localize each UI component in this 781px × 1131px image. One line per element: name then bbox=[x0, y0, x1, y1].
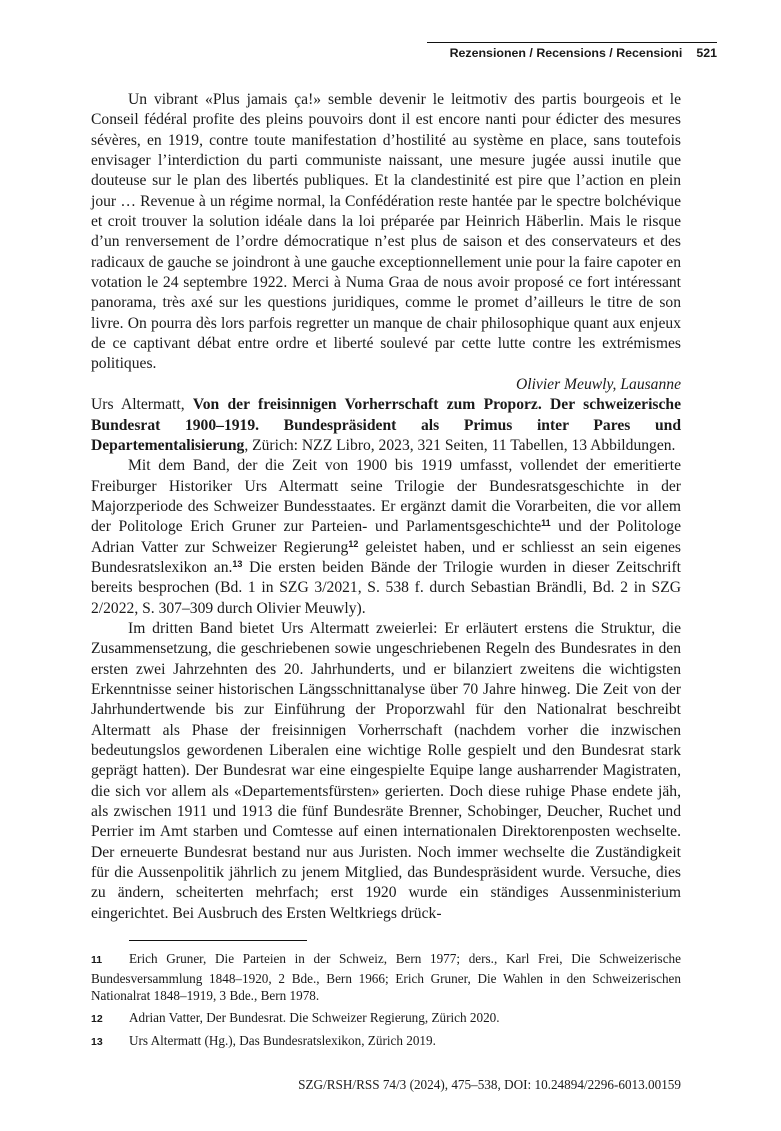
footnote-divider bbox=[129, 940, 307, 941]
footnote-number: 12 bbox=[91, 1012, 103, 1025]
review2-p1-part-b: und der Politologe Adrian Vatter zur Schweizer Regierung bbox=[91, 518, 681, 556]
footnote-number: 13 bbox=[91, 1036, 103, 1049]
footnote-12 bbox=[91, 1009, 681, 1029]
review2-p1-part-a: Mit dem Band, der die Zeit von 1900 bis 1919 umfasst, vollendet der emeritierte Freiburger Historiker Urs Altermatt seine Trilogie der Bundesratsgeschichte in der Majorzperiode des Schweizer Bundesstaates. Er ergänzt damit die Vorarbeiten, die vor allem der Politologe Erich Gruner zur Parteien- und Parlamentsgeschichte bbox=[91, 457, 681, 536]
footnote-text: Urs Altermatt (Hg.), Das Bundesratslexikon, Zürich 2019. bbox=[129, 1033, 436, 1049]
review2-p1-part-d: Die ersten beiden Bände der Trilogie wurden in dieser Zeitschrift bereits besprochen (Bd. 1 in SZG 3/2021, S. 538 f. durch Sebastian Brändli, Bd. 2 in SZG 2/2022, S. 307–309 durch Olivier Meuwly). bbox=[91, 558, 681, 617]
footnote-text: Erich Gruner, Die Parteien in der Schweiz, Bern 1977; ders., Karl Frei, Die Schweizerische Bundesversammlung 1848–1920, 2 Bde., Bern 1966; Erich Gruner, Die Wahlen in den Schweizerischen Nationalrat 1848–1919, 3 Bde., Bern 1978. bbox=[91, 951, 681, 1004]
page-number: 521 bbox=[696, 46, 717, 60]
page-body bbox=[91, 90, 681, 924]
review2-publication: , Zürich: NZZ Libro, 2023, 321 Seiten, 11 Tabellen, 13 Abbildungen. bbox=[244, 436, 676, 454]
review1-paragraph: Un vibrant «Plus jamais ça!» semble devenir le leitmotiv des partis bourgeois et le Conseil fédéral profite des pleins pouvoirs dont il est encore nanti pour édicter des mesures sévères, en 1919, contre toute manifestation d’hostilité au système en place, sans toutefois envisager l’interdiction du parti communiste naissant, une mesure jugée aussi inutile que douteuse sur le plan des libertés publiques. Et la clandestinité est pire que l’action en plein jour … Revenue à un régime normal, la Confédération reste hantée par le spectre bolchévique et croit trouver la solution idéale dans la loi préparée par Heinrich Häberlin. Mais le risque d’un renversement de l’ordre démocratique n’est plus de saison et des conservateurs et des radicaux de gauche se joindront à une gauche exceptionnellement unie pour la faire capoter en votation le 24 septembre 1922. Merci à Numa Graa de nous avoir proposé ce fort intéressant panorama, très axé sur les questions juridiques, comme le promet d’ailleurs le titre de son livre. On pourra dès lors parfois regretter un manque de chair philosophique quant aux enjeux de ce captivant débat entre ordre et liberté soulevé par cette lutte contre les extrémismes politiques. bbox=[91, 91, 681, 373]
footnotes bbox=[91, 950, 681, 1056]
journal-footer: SZG/RSH/RSS 74/3 (2024), 475–538, DOI: 10.24894/2296-6013.00159 bbox=[298, 1077, 681, 1092]
review2-citation bbox=[91, 395, 681, 456]
running-header bbox=[427, 42, 717, 60]
review2-paragraph-1 bbox=[91, 456, 681, 619]
footnote-ref-13[interactable]: 13 bbox=[232, 558, 243, 569]
review1-signature: Olivier Meuwly, Lausanne bbox=[515, 375, 681, 393]
review2-book-title: Von der freisinnigen Vorherrschaft zum Proporz. Der schweizerische Bundesrat 1900–1919. Bundespräsident als Primus inter Pares und Departementalisierung bbox=[91, 396, 681, 454]
footnote-ref-11[interactable]: 11 bbox=[541, 518, 551, 529]
section-title: Rezensionen / Recensions / Recensioni bbox=[449, 46, 683, 60]
review2-p1-part-c: geleistet haben, und er schliesst an sein eigenes Bundesratslexikon an. bbox=[91, 538, 681, 576]
footnote-ref-12[interactable]: 12 bbox=[348, 538, 359, 549]
review2-author: Urs Altermatt, bbox=[91, 396, 193, 414]
footnote-11 bbox=[91, 950, 681, 1005]
footnote-13 bbox=[91, 1032, 681, 1052]
review2-paragraph-2: Im dritten Band bietet Urs Altermatt zweierlei: Er erläutert erstens die Struktur, die Zusammensetzung, die geschriebenen sowie ungeschriebenen Regeln des Bundesrates in den ersten zwei Jahrzehnten des 20. Jahrhunderts, und er bilanziert zweitens die wichtigsten Erkenntnisse seiner historischen Längsschnittanalyse über 70 Jahre hinweg. Die Zeit von der Jahrhundertwende bis zur Einführung der Proporzwahl für den Nationalrat beschreibt Altermatt als Phase der freisinnigen Vorherrschaft (nachdem vorher die inzwischen bedeutungslos gewordenen Liberalen eine wichtige Rolle gespielt und den Bundesrat stark geprägt hatten). Der Bundesrat war eine eingespielte Equipe lange ausharrender Magistraten, die sich vor allem als «Departementsfürsten» gerierten. Doch diese ruhige Phase endete jäh, als zwischen 1911 und 1913 die fünf Bundesräte Brenner, Schobinger, Deucher, Ruchet und Perrier im Amt starben und Comtesse auf einen internationalen Direktorenposten wechselte. Der erneuerte Bundesrat bestand nur aus Juristen. Noch immer wechselte die Zuständigkeit für die Aussenpolitik jährlich zu jenem Mitglied, das Bundespräsident wurde. Versuche, dies zu ändern, scheiterten mehrfach; erst 1920 wurde ein ständiges Aussenministerium eingerichtet. Bei Ausbruch des Ersten Weltkriegs drück- bbox=[91, 619, 681, 922]
footnote-text: Adrian Vatter, Der Bundesrat. Die Schweizer Regierung, Zürich 2020. bbox=[129, 1009, 500, 1025]
footnote-number: 11 bbox=[91, 954, 103, 966]
